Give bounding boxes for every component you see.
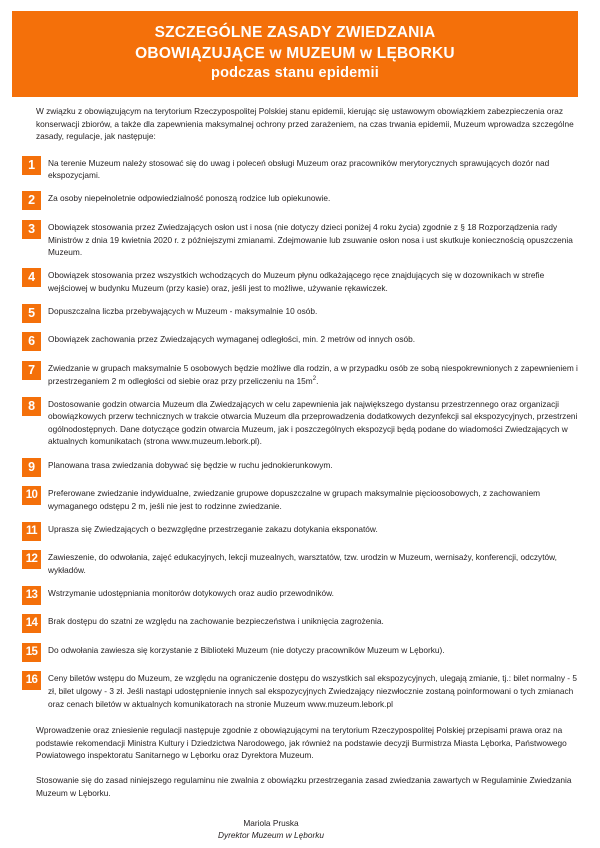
rule-item xyxy=(18,614,582,633)
signature-inner xyxy=(218,817,324,841)
rule-number-badge: 14 xyxy=(22,614,41,633)
signature-block xyxy=(18,817,582,843)
rule-text-main: Zwiedzanie w grupach maksymalnie 5 osobowych będzie możliwe dla rodzin, a w przypadku osób ze sobą niespokrewnionych z zapewnieniem i przestrzeganiem 2 m odległości od siebie oraz przy przeliczeniu na 15m xyxy=(48,362,578,386)
rule-item xyxy=(18,586,582,605)
rule-text-superscript: 2 xyxy=(312,375,317,382)
rule-number-badge: 5 xyxy=(22,304,41,323)
rule-item xyxy=(18,550,582,576)
rule-number-badge: 11 xyxy=(22,522,41,541)
rule-number-badge: 10 xyxy=(22,486,41,505)
rule-text: Za osoby niepełnoletnie odpowiedzialność ponoszą rodzice lub opiekunowie. xyxy=(48,193,331,204)
header-title-line-2: OBOWIĄZUJĄCE w MUZEUM w LĘBORKU xyxy=(135,44,455,62)
rule-number-badge: 13 xyxy=(22,586,41,605)
rule-item xyxy=(18,643,582,662)
closing-section xyxy=(18,724,582,799)
rule-number-badge: 6 xyxy=(22,332,41,351)
rule-item xyxy=(18,522,582,541)
rule-text: Brak dostępu do szatni ze względu na zachowanie bezpieczeństwa i uniknięcia zagrożenia. xyxy=(48,616,384,627)
rule-text: Planowana trasa zwiedzania dobywać się będzie w ruchu jednokierunkowym. xyxy=(48,459,333,470)
rule-number-badge: 9 xyxy=(22,458,41,477)
rule-number-badge: 2 xyxy=(22,191,41,210)
rule-text xyxy=(48,361,582,387)
rule-number-badge: 12 xyxy=(22,550,41,569)
rule-text: Ceny biletów wstępu do Muzeum, ze względu na ograniczenie dostępu do wszystkich sal ekspozycyjnych, ulegają zmianie, tj.: bilet normalny - 5 zł, bilet ulgowy - 3 zł. Jeśli nastąpi udostępnienie innych sal ekspozycyjnych Zwiedzający niezwłocznie zostaną poinformowani o tych zmianach oraz cenach biletów w aktualnych komunikatorach na stronie Muzeum www.muzeum.lebork.pl xyxy=(48,673,577,709)
rule-item xyxy=(18,332,582,351)
rule-item xyxy=(18,361,582,387)
rule-text: Dopuszczalna liczba przebywających w Muzeum - maksymalnie 10 osób. xyxy=(48,305,318,316)
rule-number-badge: 7 xyxy=(22,361,41,380)
rule-text: Uprasza się Zwiedzających o bezwzględne przestrzeganie zakazu dotykania eksponatów. xyxy=(48,523,378,534)
header-title-line-1: SZCZEGÓLNE ZASADY ZWIEDZANIA xyxy=(154,24,436,42)
rule-text: Do odwołania zawiesza się korzystanie z Biblioteki Muzeum (nie dotyczy pracowników Muzeum w Lęborku). xyxy=(48,644,445,655)
rule-text: Na terenie Muzeum należy stosować się do uwag i poleceń obsługi Muzeum oraz pracowników merytorycznych sprawujących dozór nad ekspozycjami. xyxy=(48,157,550,181)
rule-item xyxy=(18,268,582,294)
rule-text: Zawieszenie, do odwołania, zajęć edukacyjnych, lekcji muzealnych, warsztatów, tzw. urodzin w Muzeum, wernisaży, konferencji, odczytów, wykładów. xyxy=(48,552,557,575)
closing-paragraph-1: Wprowadzenie oraz zniesienie regulacji następuje zgodnie z obowiązującymi na terytorium Rzeczypospolitej Polskiej przepisami prawa oraz na podstawie rekomendacji Ministra Kultury i Dziedzictwa Narodowego, jak również na podstawie decyzji Burmistrza Miasta Lęborka, Państwowego Powiatowego inspektoratu Sanitarnego w Lęborku oraz Dyrektora Muzeum. xyxy=(36,725,567,761)
rule-number-badge: 8 xyxy=(22,397,41,416)
document-header-banner xyxy=(12,11,578,97)
rule-text-tail: . xyxy=(316,375,319,386)
rule-item xyxy=(18,486,582,512)
signature-title: Dyrektor Muzeum w Lęborku xyxy=(217,830,325,841)
rule-item xyxy=(18,156,582,182)
document-body xyxy=(0,105,600,843)
rule-item xyxy=(18,397,582,448)
signature-name: Mariola Pruska xyxy=(243,818,299,829)
rule-text: Obowiązek stosowania przez wszystkich wchodzących do Muzeum płynu odkażającego ręce znajdujących się w dozownikach w strefie wejściowej w budynku Muzeum (przy kasie) oraz, jeśli jest to możliwe, używanie rękawiczek. xyxy=(48,270,545,293)
rule-text: Dostosowanie godzin otwarcia Muzeum dla Zwiedzających w celu zapewnienia jak największego dystansu przestrzennego oraz organizacji obowiązkowych przerw technicznych w trakcie otwarcia Muzeum dla przeprowadzenia dodatkowych dezynfekcji sal ekspozycyjnych, przestrzeni ogólnodostępnych. Dane dotyczące godzin otwarcia Muzeum, jak i poszczególnych ekspozycji będą podane do wiadomości Zwiedzających w aktualnych komunikatach (strona www.muzeum.lebork.pl). xyxy=(48,398,578,447)
rules-list xyxy=(18,156,582,710)
rule-item xyxy=(18,191,582,210)
rule-text: Preferowane zwiedzanie indywidualne, zwiedzanie grupowe dopuszczalne w grupach maksymalnie pięcioosobowych, z zachowaniem wymaganego odstępu 2 m, jeśli nie jest to rodzinne zwiedzanie. xyxy=(48,488,541,511)
rule-item xyxy=(18,220,582,259)
rule-number-badge: 1 xyxy=(22,156,41,175)
closing-paragraph-2: Stosowanie się do zasad niniejszego regulaminu nie zwalnia z obowiązku przestrzegania zasad zwiedzania zawartych w Regulaminie Zwiedzania Muzeum w Lęborku. xyxy=(36,774,572,798)
header-subtitle-line: podczas stanu epidemii xyxy=(211,64,379,81)
intro-paragraph: W związku z obowiązującym na terytorium Rzeczypospolitej Polskiej stanu epidemii, kierując się ustawowym obowiązkiem zabezpieczenia oraz konserwacji zbiorów, a także dla zapewnienia maksymalnej ochrony przed zarażeniem, na czas trwania epidemii, Muzeum wprowadza szczególne zasady, regulacje, jak następuje: xyxy=(36,106,574,142)
rule-item xyxy=(18,671,582,710)
rule-text: Obowiązek stosowania przez Zwiedzających osłon ust i nosa (nie dotyczy dzieci poniżej 4 roku życia) zgodnie z § 18 Rozporządzenia rady Ministrów z dnia 19 kwietnia 2020 r. z późniejszymi zmianami. Zdejmowanie lub zsuwanie osłon nosa i ust skutkuje koniecznością opuszczenia Muzeum. xyxy=(48,221,573,258)
rule-number-badge: 15 xyxy=(22,643,41,662)
rule-text: Wstrzymanie udostępniania monitorów dotykowych oraz audio przewodników. xyxy=(48,587,334,598)
rule-number-badge: 3 xyxy=(22,220,41,239)
rule-item xyxy=(18,458,582,477)
rule-item xyxy=(18,304,582,323)
rule-number-badge: 16 xyxy=(22,671,41,690)
rule-number-badge: 4 xyxy=(22,268,41,287)
rule-text: Obowiązek zachowania przez Zwiedzających wymaganej odległości, min. 2 metrów od innych osób. xyxy=(48,334,416,345)
